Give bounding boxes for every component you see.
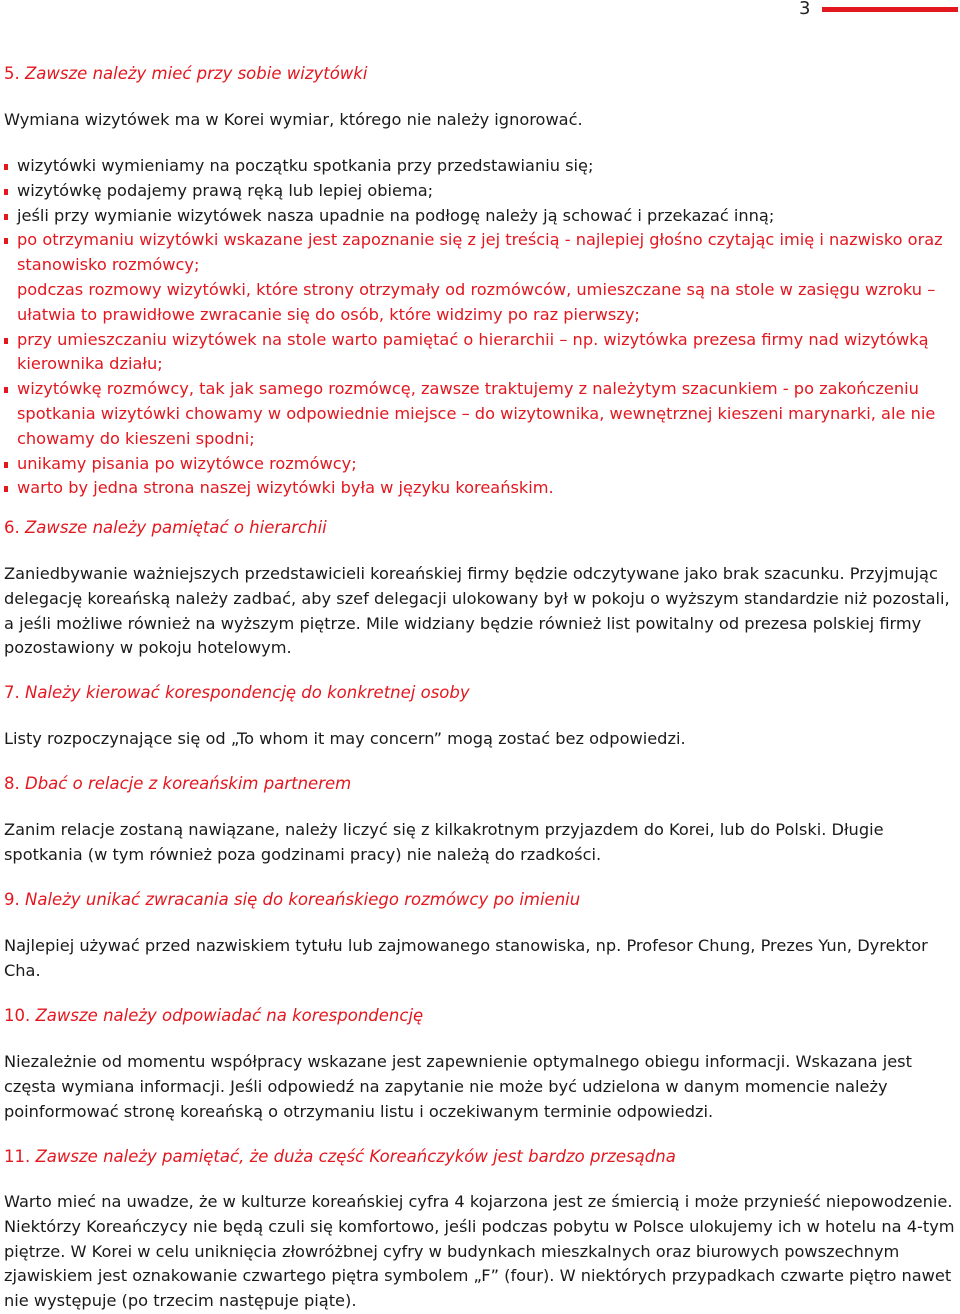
section-number: 6. [4, 518, 20, 537]
section-heading-5 [4, 64, 367, 83]
list-item [4, 204, 958, 229]
section-title: Należy kierować korespondencję do konkretnej osoby [25, 683, 470, 702]
list-item [4, 228, 958, 278]
section-body: Listy rozpoczynające się od „To whom it may concern” mogą zostać bez odpowiedzi. [4, 729, 686, 748]
section-title: Zawsze należy mieć przy sobie wizytówki [25, 64, 368, 83]
bullet-icon [4, 214, 8, 220]
section-number: 9. [4, 890, 20, 909]
section-title: Zawsze należy pamiętać o hierarchii [25, 518, 327, 537]
section-title: Zawsze należy odpowiadać na korespondencję [35, 1006, 424, 1025]
bullet-icon [4, 189, 8, 195]
section-body: Warto mieć na uwadze, że w kulturze koreańskiej cyfra 4 kojarzona jest ze śmiercią i może przynieść niepowodzenie. Niektórzy Koreańczycy nie będą czuli się komfortowo, jeśli podczas pobytu w Polsce ulokujemy ich w hotelu na 4-tym piętrze. W Korei w celu uniknięcia złowróżbnej cyfry w budynkach mieszkalnych oraz biurowych powszechnym zjawiskiem jest oznakowanie czwartego piętra symbolem „F” (four). W niektórych przypadkach czwarte piętro nawet nie występuje (po trzecim następuje piąte). [4, 1192, 955, 1311]
list-item [4, 328, 958, 378]
list-item-text: warto by jedna strona naszej wizytówki była w języku koreańskim. [17, 478, 554, 498]
list-item-text: przy umieszczaniu wizytówek na stole warto pamiętać o hierarchii – np. wizytówka prezesa firmy nad wizytówką kierownika działu; [17, 329, 929, 374]
section-heading-7 [4, 683, 470, 702]
list-item [4, 179, 958, 204]
bullet-icon [4, 387, 8, 393]
list-item-text: wizytówkę rozmówcy, tak jak samego rozmówcę, zawsze traktujemy z należytym szacunkiem - po zakończeniu spotkania wizytówki chowamy w odpowiednie miejsce – do wizytownika, wewnętrznej kieszeni marynarki, ale nie chowamy do kieszeni spodni; [17, 379, 936, 448]
section-body: Niezależnie od momentu współpracy wskazane jest zapewnienie optymalnego obiegu informacji. Wskazana jest częsta wymiana informacji. Jeśli odpowiedź na zapytanie nie może być udzielona w danym momencie należy poinformować stronę koreańską o otrzymaniu listu i oczekiwanym terminie odpowiedzi. [4, 1052, 912, 1121]
section-title: Zawsze należy pamiętać, że duża część Koreańczyków jest bardzo przesądna [35, 1147, 676, 1166]
list-item [4, 377, 958, 451]
list-item [4, 476, 958, 501]
list-item-text: podczas rozmowy wizytówki, które strony otrzymały od rozmówców, umieszczane są na stole w zasięgu wzroku – ułatwia to prawidłowe zwracanie się do osób, które widzimy po raz pierwszy; [17, 279, 936, 324]
section-heading-11 [4, 1147, 676, 1166]
business-card-tips-list [4, 154, 958, 501]
section-intro: Wymiana wizytówek ma w Korei wymiar, którego nie należy ignorować. [4, 110, 583, 129]
section-number: 5. [4, 64, 20, 83]
section-number: 8. [4, 774, 20, 793]
list-item [4, 278, 958, 328]
section-title: Dbać o relacje z koreańskim partnerem [25, 774, 352, 793]
list-item-text: unikamy pisania po wizytówce rozmówcy; [17, 453, 357, 473]
section-title: Należy unikać zwracania się do koreańskiego rozmówcy po imieniu [25, 890, 581, 909]
section-heading-8 [4, 774, 351, 793]
bullet-icon [4, 462, 8, 468]
bullet-icon [4, 238, 8, 244]
list-item-text: wizytówki wymieniamy na początku spotkania przy przedstawianiu się; [17, 156, 594, 175]
section-number: 7. [4, 683, 20, 702]
page-number: 3 [799, 0, 811, 19]
list-item-text: jeśli przy wymianie wizytówek nasza upadnie na podłogę należy ją schować i przekazać inną; [17, 205, 775, 225]
section-heading-6 [4, 518, 327, 537]
header-accent-bar [822, 7, 958, 12]
section-body: Zaniedbywanie ważniejszych przedstawicieli koreańskiej firmy będzie odczytywane jako brak szacunku. Przyjmując delegację koreańską należy zadbać, aby szef delegacji ulokowany był w pokoju o wyższym standardzie niż pozostali, a jeśli możliwe również na wyższym piętrze. Mile widziany będzie również list powitalny od prezesa polskiej firmy pozostawiony w pokoju hotelowym. [4, 564, 950, 658]
list-item [4, 154, 958, 179]
list-item-text: po otrzymaniu wizytówki wskazane jest zapoznanie się z jej treścią - najlepiej głośno czytając imię i nazwisko oraz stanowisko rozmówcy; [17, 230, 943, 275]
section-body: Najlepiej używać przed nazwiskiem tytułu lub zajmowanego stanowiska, np. Profesor Chung, Prezes Yun, Dyrektor Cha. [4, 936, 928, 980]
section-number: 10. [4, 1006, 31, 1025]
section-heading-9 [4, 890, 580, 909]
section-heading-10 [4, 1006, 423, 1025]
bullet-icon [4, 164, 8, 170]
bullet-icon [4, 486, 8, 492]
bullet-icon [4, 338, 8, 344]
list-item [4, 452, 958, 477]
list-item-text: wizytówkę podajemy prawą ręką lub lepiej obiema; [17, 180, 434, 200]
section-body: Zanim relacje zostaną nawiązane, należy liczyć się z kilkakrotnym przyjazdem do Korei, lub do Polski. Długie spotkania (w tym również poza godzinami pracy) nie należą do rzadkości. [4, 820, 884, 864]
section-number: 11. [4, 1147, 31, 1166]
